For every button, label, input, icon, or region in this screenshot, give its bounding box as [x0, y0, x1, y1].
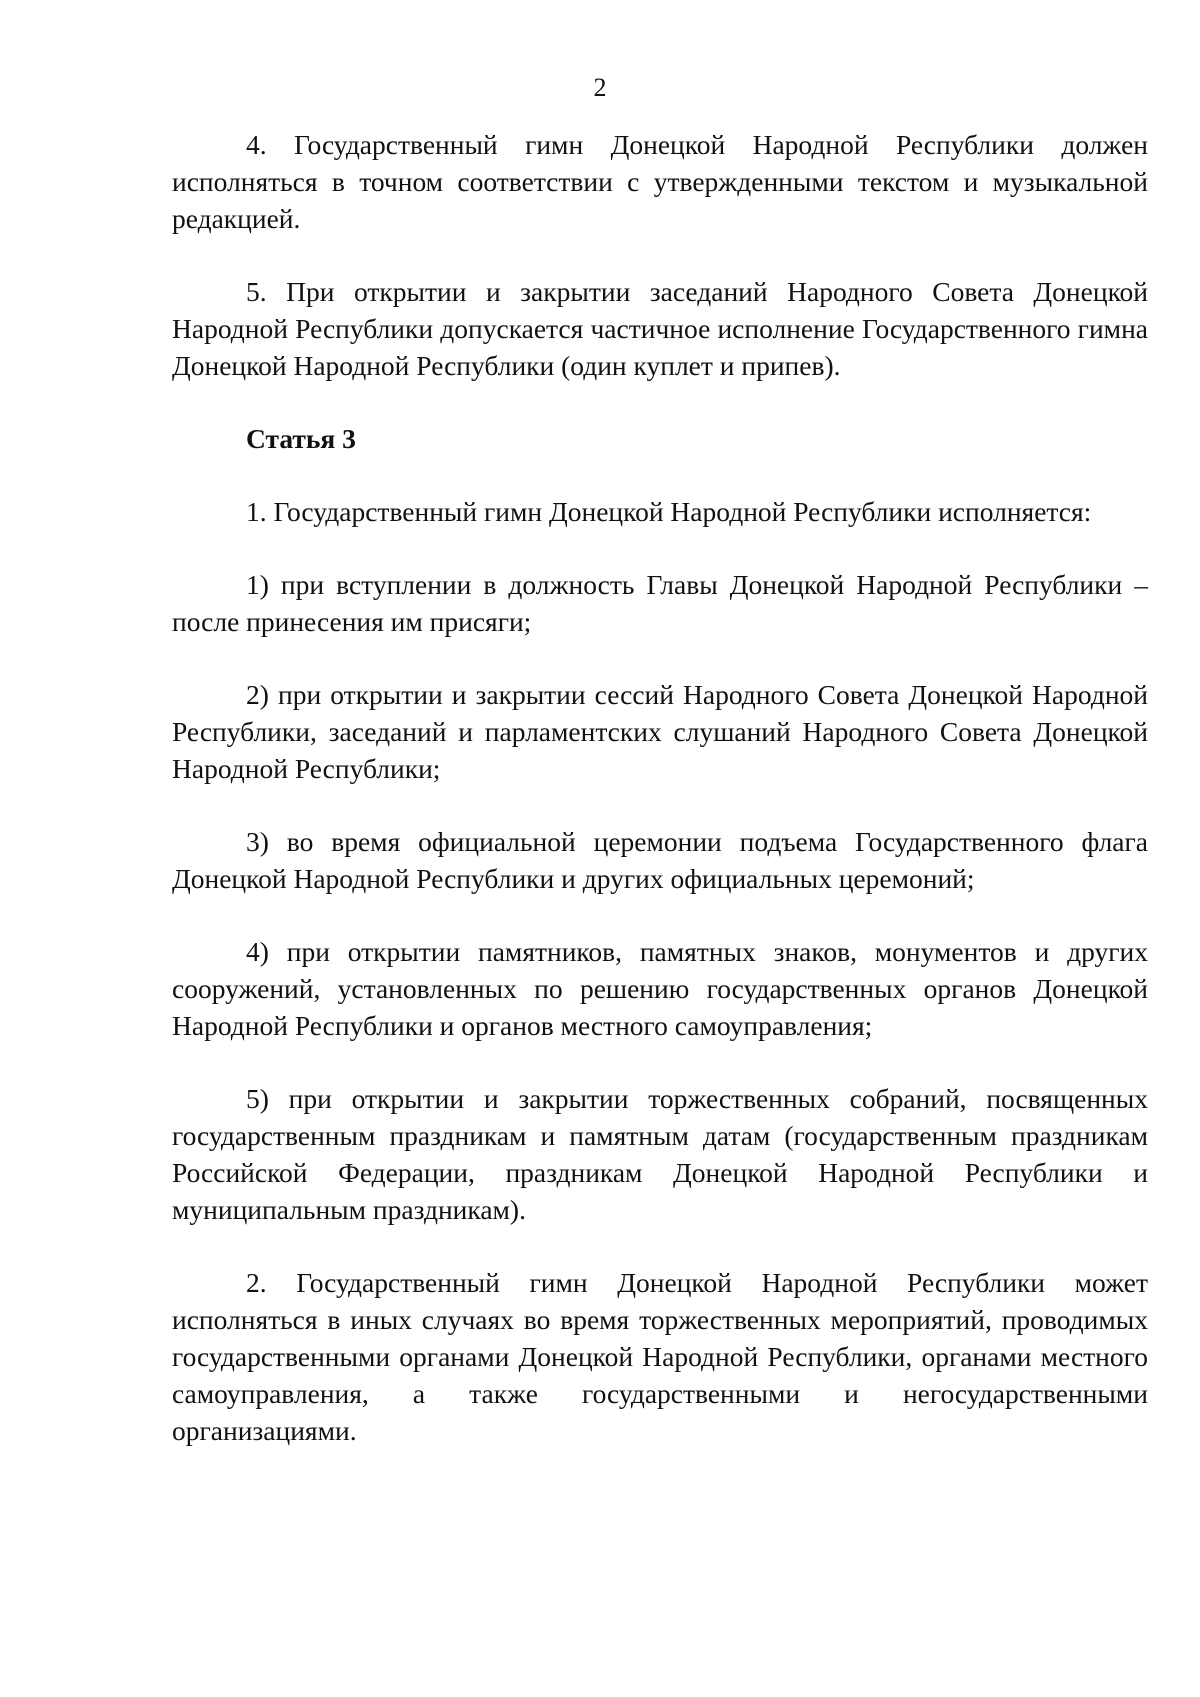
document-body	[172, 126, 1148, 1449]
paragraph-5: 5. При открытии и закрытии заседаний Народного Совета Донецкой Народной Республики допускается частичное исполнение Государственного гимна Донецкой Народной Республики (один куплет и припев).	[172, 276, 1148, 381]
list-item-2: 2) при открытии и закрытии сессий Народного Совета Донецкой Народной Республики, заседаний и парламентских слушаний Народного Совета Донецкой Народной Республики;	[172, 679, 1148, 784]
list-item-5: 5) при открытии и закрытии торжественных собраний, посвященных государственным праздникам и памятным датам (государственным праздникам Российской Федерации, праздникам Донецкой Народной Республики и муниципальным праздникам).	[172, 1083, 1148, 1225]
page-number: 2	[593, 73, 607, 102]
paragraph-article3-1: 1. Государственный гимн Донецкой Народной Республики исполняется:	[246, 496, 1092, 527]
list-item-3: 3) во время официальной церемонии подъема Государственного флага Донецкой Народной Республики и других официальных церемоний;	[172, 826, 1148, 894]
list-item-4: 4) при открытии памятников, памятных знаков, монументов и других сооружений, установленных по решению государственных органов Донецкой Народной Республики и органов местного самоуправления;	[172, 936, 1148, 1041]
list-item-1: 1) при вступлении в должность Главы Донецкой Народной Республики – после принесения им присяги;	[172, 569, 1148, 637]
paragraph-article3-2: 2. Государственный гимн Донецкой Народной Республики может исполняться в иных случаях во время торжественных мероприятий, проводимых государственными органами Донецкой Народной Республики, органами местного самоуправления, а также государственными и негосударственными организациями.	[172, 1267, 1148, 1446]
paragraph-4: 4. Государственный гимн Донецкой Народной Республики должен исполняться в точном соответствии с утвержденными текстом и музыкальной редакцией.	[172, 129, 1148, 234]
article-heading: Статья 3	[246, 423, 356, 454]
